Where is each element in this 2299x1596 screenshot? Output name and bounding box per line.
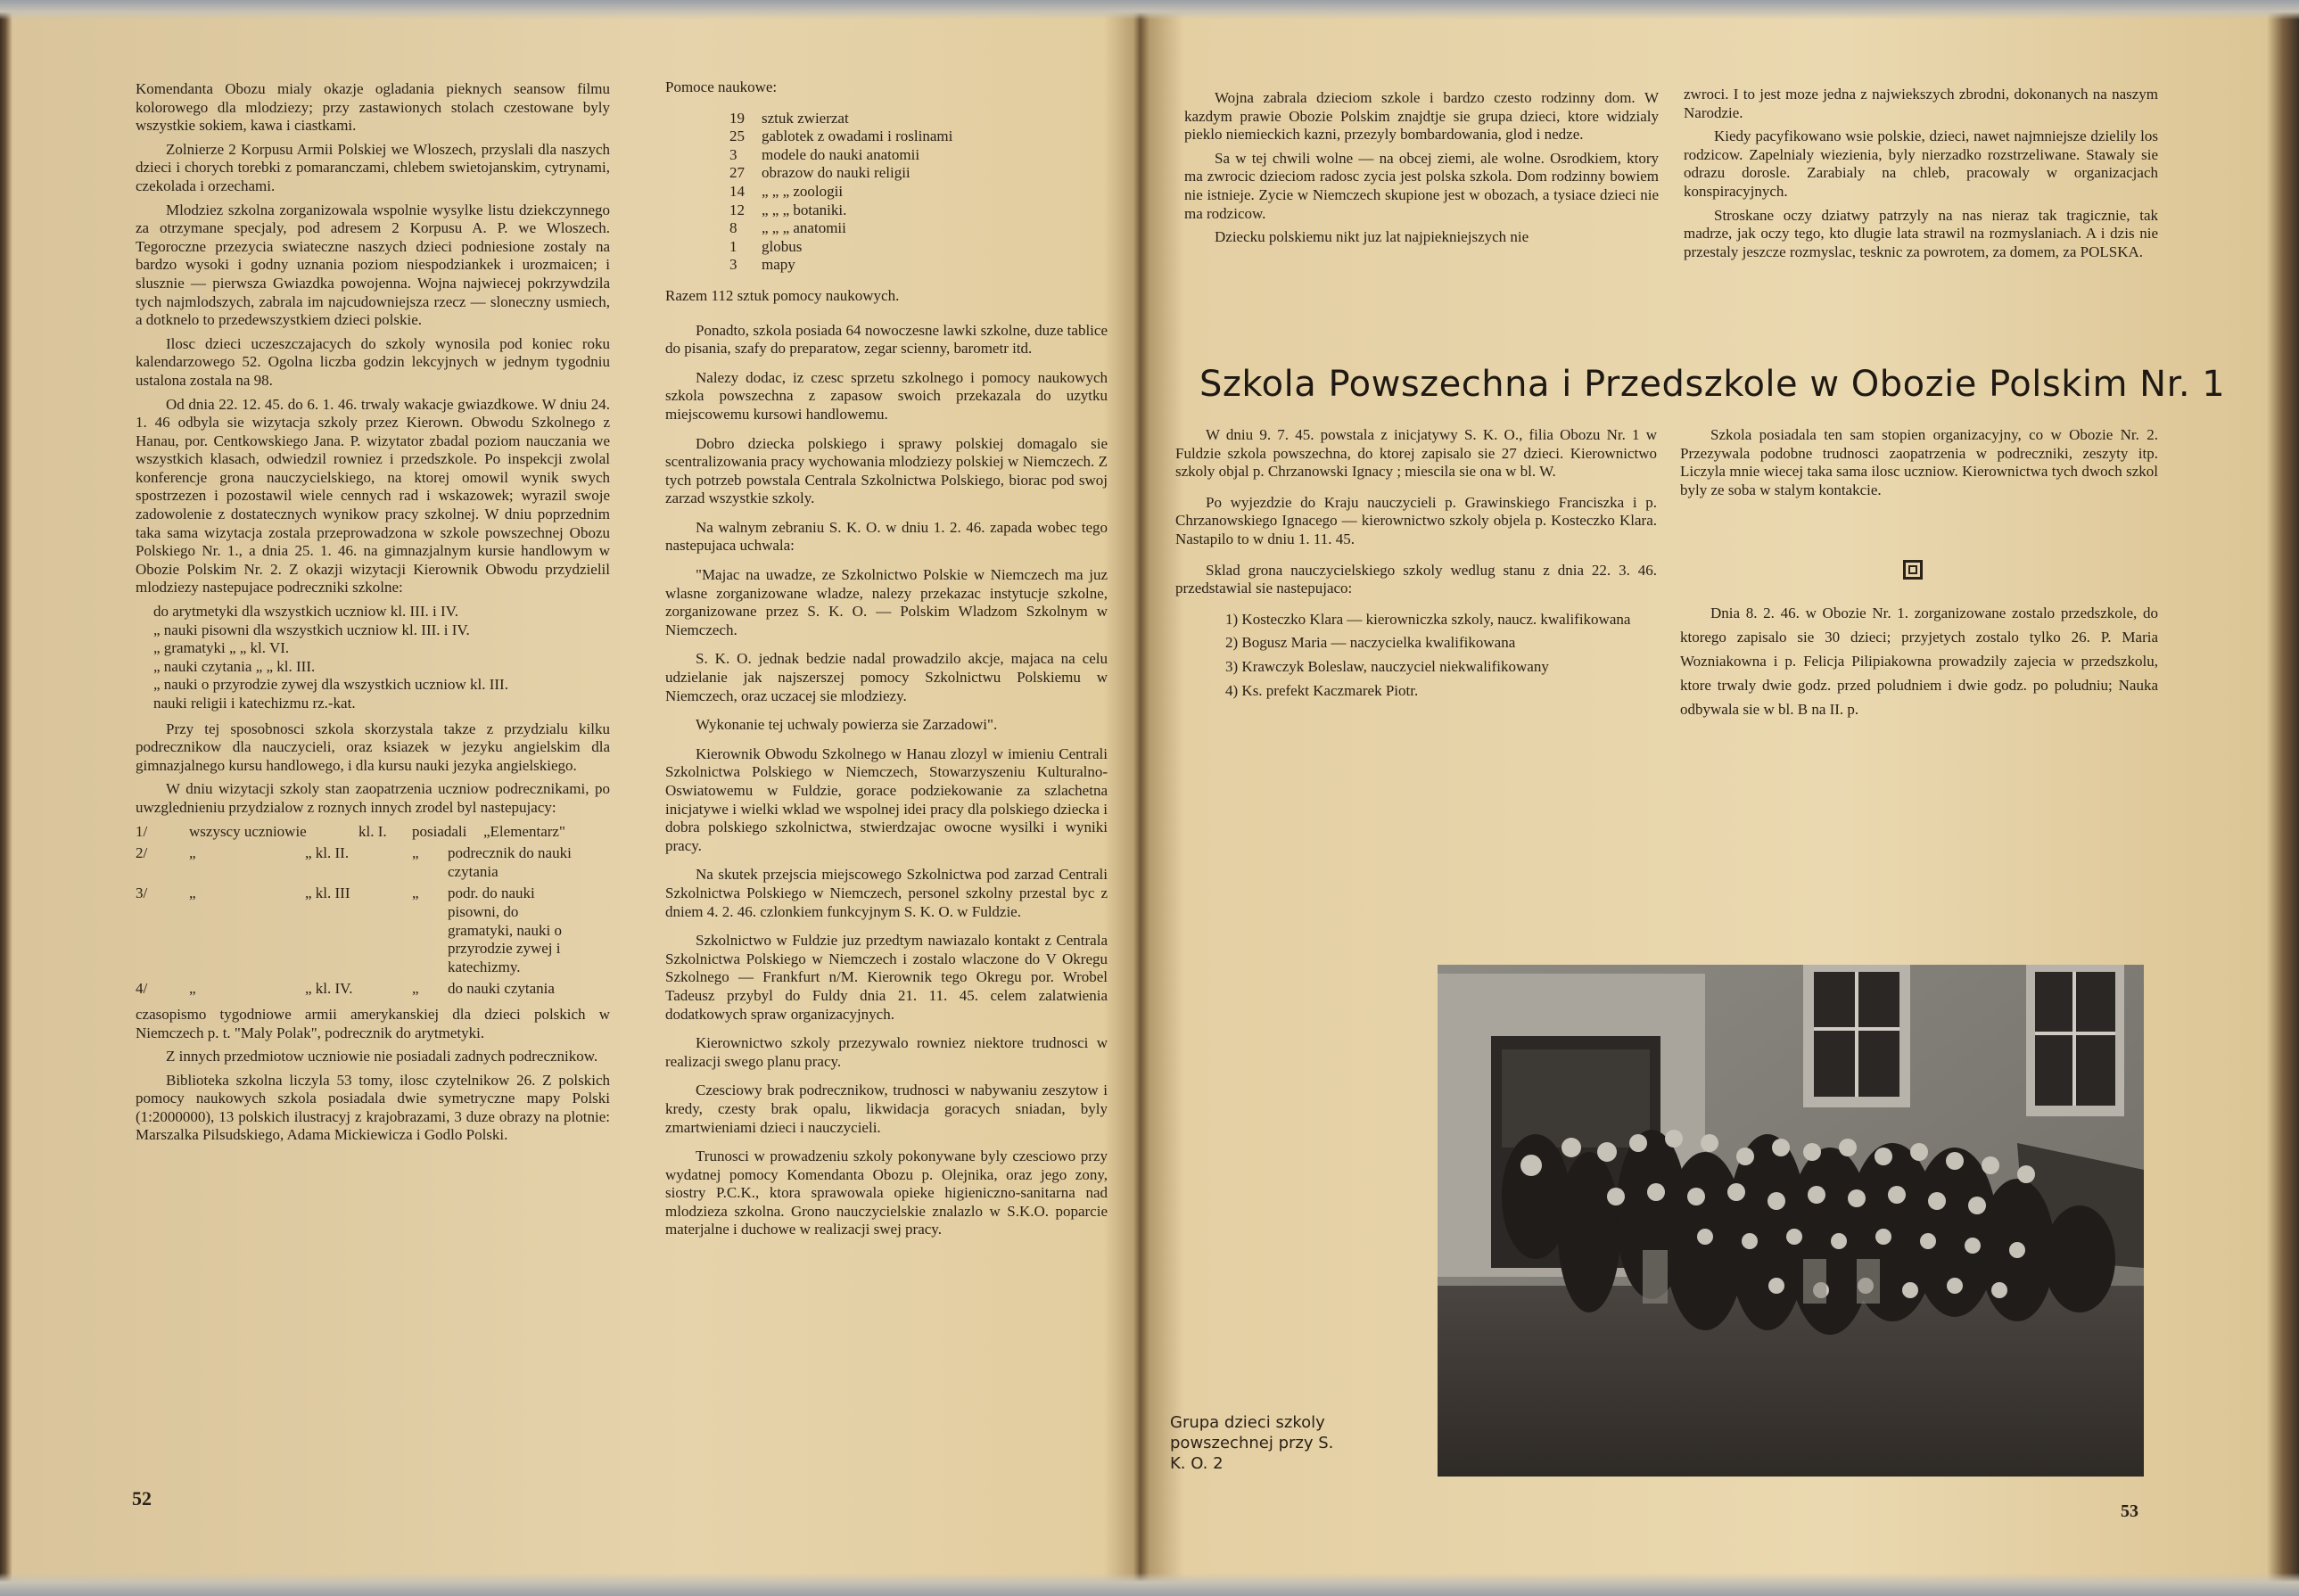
quote-paragraph: "Majac na uwadze, ze Szkolnictwo Polskie w Niemczech ma juz wlasne zorganizowane wladze, nalezy przekazac instytucje szkolne, zorganizowane przez S. K. O. — Polskim Wladzom Szkolnym w Niemczech. xyxy=(665,566,1108,638)
item-count: 8 xyxy=(729,219,737,237)
ornament-icon xyxy=(1903,560,1923,580)
list-item: 1) Kosteczko Klara — kierowniczka szkoly, naucz. kwalifikowana xyxy=(1225,610,1631,628)
paragraph: Ponadto, szkola posiada 64 nowoczesne lawki szkolne, duze tablice do pisania, szafy do preparatow, zegar scienny, barometr itd. xyxy=(665,321,1108,358)
staff-list xyxy=(1175,611,1657,700)
table-cell: posiadali xyxy=(412,822,467,840)
paragraph: Z innych przedmiotow uczniowie nie posiadali zadnych podrecznikow. xyxy=(166,1048,598,1065)
paragraph: Zolnierze 2 Korpusu Armii Polskiej we Wloszech, przyslali dla naszych dzieci i chorych torebki z pomaranczami, chlebem swietojanskim, cytrynami, czekolada i orzechami. xyxy=(136,140,610,194)
table-cell: „ xyxy=(189,844,196,862)
quote-paragraph: Wykonanie tej uchwaly powierza sie Zarzadowi". xyxy=(696,716,998,734)
paragraph: Sklad grona nauczycielskiego szkoly wedlug stanu z dnia 22. 3. 46. przedstawial sie nastepujaco: xyxy=(1175,561,1657,597)
item-label: globus xyxy=(762,237,803,255)
paragraph: Szkolnictwo w Fuldzie juz przedtym nawiazalo kontakt z Centrala Szkolnictwa Polskiego w Niemczech i zostalo wlaczone do V Okregu Szkolnego — Frankfurt n/M. Kierownik tego Okregu por. Wrobel Tadeusz przybyl do Fuldy dnia 21. 11. 45. celem zalatwienia dodatkowych spraw organizacyjnych. xyxy=(665,932,1108,1023)
scan-edge-bottom xyxy=(0,1573,2299,1596)
table-cell: „ kl. II. xyxy=(305,844,350,862)
list-item xyxy=(729,238,1108,257)
supply-table xyxy=(136,823,610,999)
table-row xyxy=(136,884,610,976)
table-cell: podr. do nauki pisowni, do gramatyki, nauki o przyrodzie zywej i katechizmy. xyxy=(448,884,562,975)
paragraph: Sa w tej chwili wolne — na obcej ziemi, ale wolne. Osrodkiem, ktory ma zwrocic dzieciom radosc zycia jest polska szkola. Dom rodzinny bowiem nie istnieje. Zycie w Niemczech skupione jest w obozach, a tysiace dzieci nie ma rodzicow. xyxy=(1184,149,1659,222)
item-count: 25 xyxy=(729,128,745,145)
list-item: „ nauki pisowni dla wszystkich uczniow kl. III. i IV. xyxy=(153,621,470,638)
list-item: do arytmetyki dla wszystkich uczniow kl. III. i IV. xyxy=(153,603,458,621)
section-heading: Pomoce naukowe: xyxy=(665,78,778,95)
left-column-2 xyxy=(665,78,1108,1245)
photo-caption: Grupa dzieci szkoly powszechnej przy S. K. O. 2 xyxy=(1170,1413,1334,1473)
paragraph: Kiedy pacyfikowano wsie polskie, dzieci, nawet najmniejsze dzielily los rodzicow. Zapelnialy wiezienia, byly nierzadko rozstrzeliwane. Stawaly sie odrazu dorosle. Zarabialy na chleb, pracowaly w organizacjach konspiracyjnych. xyxy=(1684,128,2158,200)
paragraph: Szkola posiadala ten sam stopien organizacyjny, co w Obozie Nr. 2. Przezywala podobne trudnosci zaopatrzenia w podreczniki, zeszyty itp. Liczyla mnie wiecej taka sama ilosc uczniow. Kierownictwa tych dwoch szkol byly ze soba w stalym kontakcie. xyxy=(1680,426,2158,498)
item-count: 27 xyxy=(729,164,745,182)
table-cell: „ xyxy=(412,980,419,998)
paragraph: Mlodziez szkolna zorganizowala wspolnie wysylke listu dziekczynnego za otrzymane specjaly, pod adresem 2 Korpusu A. P. we Wloszech. Tegoroczne przezycia swiateczne naszych dzieci podniesione zostaly na bardzo wysoki i godny uznania poziom niespodziankek i urozmaicen; i slusznie — pierwsza Gwiazdka powojenna. Wojna najwiecej pokrzywdzila tych najmlodszych, zabrala im najcudowniejsza rzecz — sloneczny usmiech, a dotknelo to przedewszystkiem dzieci polskie. xyxy=(136,201,610,329)
paragraph: Komendanta Obozu mialy okazje ogladania pieknych seansow filmu kolorowego dla mlodziezy; przy zastawionych stolach czestowane byly wszystkie sokiem, kawa i ciastkami. xyxy=(136,80,610,135)
table-row xyxy=(136,823,610,842)
list-item: nauki religii i katechizmu rz.-kat. xyxy=(153,695,356,712)
item-count: 19 xyxy=(729,109,745,127)
table-cell: „ kl. III xyxy=(305,884,350,902)
paragraph: Na skutek przejscia miejscowego Szkolnictwa pod zarzad Centrali Szkolnictwa Polskiego w Niemczech, personel szkolny przestal byc z dniem 4. 2. 46. czlonkiem funkcyjnym S. K. O. w Fuldzie. xyxy=(665,866,1108,920)
paragraph: W dniu wizytacji szkoly stan zaopatrzenia uczniow podrecznikami, po uwzglednieniu przydzialow z roznych innych zrodel byl nastepujacy: xyxy=(136,780,610,816)
item-label: obrazow do nauki religii xyxy=(762,164,911,182)
paragraph: czasopismo tygodniowe armii amerykanskiej dla dzieci polskich w Niemczech p. t. "Maly Polak", podrecznik do arytmetyki. xyxy=(136,1005,610,1041)
list-item xyxy=(729,164,1108,183)
table-cell: „ xyxy=(412,844,419,862)
item-count: 14 xyxy=(729,182,745,200)
list-item: 3) Krawczyk Boleslaw, nauczyciel niekwalifikowany xyxy=(1225,657,1549,675)
table-cell: podrecznik do nauki czytania xyxy=(448,844,572,880)
article-title: Szkola Powszechna i Przedszkole w Obozie Polskim Nr. 1 xyxy=(1199,364,2226,405)
list-item: 4) Ks. prefekt Kaczmarek Piotr. xyxy=(1225,681,1419,699)
right-top-column-1 xyxy=(1184,89,1659,252)
item-count: 3 xyxy=(729,145,737,163)
quote-paragraph: S. K. O. jednak bedzie nadal prowadzilo akcje, majaca na celu udzielanie jak najszerszej pomocy Szkolnictwu Polskiemu w Niemczech, oraz uczacej sie mlodziezy. xyxy=(665,650,1108,704)
list-item xyxy=(729,128,1108,146)
table-cell: „ xyxy=(412,884,419,902)
item-count: 3 xyxy=(729,256,737,274)
table-cell: 2/ xyxy=(136,844,148,862)
item-label: sztuk zwierzat xyxy=(762,109,849,127)
paragraph: Dziecku polskiemu nikt juz lat najpiekniejszych nie xyxy=(1215,228,1529,246)
list-item: „ nauki o przyrodzie zywej dla wszystkich uczniow kl. III. xyxy=(153,676,508,694)
paragraph: W dniu 9. 7. 45. powstala z inicjatywy S. K. O., filia Obozu Nr. 1 w Fuldzie szkola powszechna, do ktorej zapisalo sie 27 dzieci. Kierownictwo szkoly objal p. Chrzanowski Ignacy ; miescila sie ona w bl. W. xyxy=(1175,426,1657,481)
paragraph: Stroskane oczy dziatwy patrzyly na nas nieraz tak tragicznie, tak madrze, jak oczy tego, kto dlugie lata strawil na rozmyslaniach. A i dzis nie przestaly jeszcze rozmyslac, tesknic za powrotem, za domem, za POLSKA. xyxy=(1684,206,2158,260)
paragraph: Biblioteka szkolna liczyla 53 tomy, ilosc czytelnikow 26. Z polskich pomocy naukowych szkola posiadala dwie symetryczne mapy Polski (1:2000000), 13 polskich ilustracyj z krajobrazami, 3 duze obrazy na plotnie: Marszalka Pilsudskiego, Adama Mickiewicza i Godlo Polski. xyxy=(136,1071,610,1144)
paragraph: Razem 112 sztuk pomocy naukowych. xyxy=(665,286,900,304)
table-cell: „ kl. IV. xyxy=(305,980,353,998)
item-label: mapy xyxy=(762,256,795,274)
table-cell: 3/ xyxy=(136,884,148,902)
item-count: 1 xyxy=(729,237,737,255)
page-number-right: 53 xyxy=(2121,1501,2138,1521)
list-item: „ nauki czytania „ „ kl. III. xyxy=(153,657,316,675)
list-item xyxy=(729,146,1108,165)
right-top-column-2 xyxy=(1684,86,2158,267)
paragraph: Nalezy dodac, iz czesc sprzetu szkolnego i pomocy naukowych szkola powszechna z zapasow swoich przekazala do uzytku miejscowemu kursowi handlowemu. xyxy=(665,368,1108,423)
table-cell: do nauki czytania xyxy=(448,980,555,998)
list-item xyxy=(729,202,1108,220)
list-item xyxy=(729,110,1108,128)
right-mid-column-1 xyxy=(1175,426,1657,700)
paragraph: Ilosc dzieci uczeszczajacych do szkoly wynosila pod koniec roku kalendarzowego 52. Ogolna liczba godzin lekcyjnych w jednym tygodniu ustalona zostala na 98. xyxy=(136,334,610,389)
teaching-aids-list xyxy=(665,110,1108,275)
paragraph: Czesciowy brak podrecznikow, trudnosci w nabywaniu zeszytow i kredy, czesty brak opalu, likwidacja goracych sniadan, byly zmartwieniami dzieci i nauczycieli. xyxy=(665,1082,1108,1136)
paragraph: Na walnym zebraniu S. K. O. w dniu 1. 2. 46. zapada wobec tego nastepujaca uchwala: xyxy=(665,518,1108,555)
item-label: „ „ „ botaniki. xyxy=(762,201,847,218)
table-cell: wszyscy uczniowie xyxy=(189,822,307,840)
paragraph: Od dnia 22. 12. 45. do 6. 1. 46. trwaly wakacje gwiazdkowe. W dniu 24. 1. 46 odbyla sie wizytacja szkoly przez Kierown. Obwodu Szkolnego z Hanau, por. Centkowskiego Jana. P. wizytator zbadal poziom nauczania we wszystkich klasach, odwiedzil rowniez i przedszkole. Po inspekcji zwolal konferencje grona nauczycielskiego, na ktorej omowil wynik swych spostrzezen i pozostawil wiele cennych rad i wskazowek; wyrazil swoje zadowolenie z dostatecznych wynikow pracy szkolnej. W dniu poprzednim taka sama wizytacja zostala przeprowadzona w szkole powszechnej Obozu Polskiego Nr. 1., a dnia 25. 1. 46. na gimnazjalnym kursie handlowym w Obozie Polskim Nr. 2. Z okazji wizytacji Kierownik Obwodu przydzielil mlodziezy nastepujace podreczniki szkolne: xyxy=(136,395,610,596)
paragraph: Wojna zabrala dzieciom szkole i bardzo czesto rodzinny dom. W kazdym prawie Obozie Polskim znajdtje sie grupa dzieci, ktore widzialy pieklo niemieckich kazni, przezyly bombardowania, glod i nedze. xyxy=(1184,89,1659,144)
scan-edge-top xyxy=(0,0,2299,20)
table-row xyxy=(136,844,610,881)
paragraph: zwroci. I to jest moze jedna z najwiekszych zbrodni, dokonanych na naszym Narodzie. xyxy=(1684,86,2158,121)
paragraph: Dobro dziecka polskiego i sprawy polskiej domagalo sie scentralizowania pracy wychowania mlodziezy polskiej w Niemczech. Z tych potrzeb powstala Centrala Szkolnictwa Polskiego, biorac pod swoj zarzad wszystkie szkoly. xyxy=(665,434,1108,507)
books-list xyxy=(136,603,610,713)
photo-illustration xyxy=(1438,965,2144,1477)
left-column-1 xyxy=(136,80,610,1150)
table-cell: kl. I. xyxy=(358,822,387,840)
group-photo xyxy=(1438,965,2144,1477)
item-label: „ „ „ anatomii xyxy=(762,219,846,237)
table-row xyxy=(136,980,610,999)
table-cell: „ xyxy=(189,884,196,902)
item-label: „ „ „ zoologii xyxy=(762,182,844,200)
list-item: 2) Bogusz Maria — naczycielka kwalifikowana xyxy=(1225,634,1516,652)
paragraph: Kierownictwo szkoly przezywalo rowniez niektore trudnosci w realizacji swego planu pracy. xyxy=(665,1034,1108,1070)
paragraph: Przy tej sposobnosci szkola skorzystala takze z przydzialu kilku podrecznikow dla nauczycieli, oraz ksiazek w jezyku angielskim dla gimnazjalnego kursu handlowego, i dla kursu nauki jezyka angielskiego. xyxy=(136,720,610,774)
table-cell: 4/ xyxy=(136,980,148,998)
paragraph: Po wyjezdzie do Kraju nauczycieli p. Grawinskiego Franciszka i p. Chrzanowskiego Ignacego — kierownictwo szkoly objela p. Kosteczko Klara. Nastapilo to w dniu 1. 11. 45. xyxy=(1175,493,1657,547)
table-cell: „ xyxy=(189,980,196,998)
list-item xyxy=(729,256,1108,275)
paragraph: Kierownik Obwodu Szkolnego w Hanau zlozyl w imieniu Centrali Szkolnictwa Polskiego w Niemczech, Stowarzyszeniu Kulturalno-Oswiatowemu w Fuldzie, gorace podziekowanie za szlachetna inicjatywe i wielki wklad we wspolnej idei pracy dla polskiego dziecka i dobra polskiego szkolnictwa, stwierdzajac owocne wysilki i wyniki pracy. xyxy=(665,745,1108,854)
list-item xyxy=(729,219,1108,238)
item-label: modele do nauki anatomii xyxy=(762,145,920,163)
paragraph: Dnia 8. 2. 46. w Obozie Nr. 1. zorganizowane zostalo przedszkole, do ktorego zapisalo sie 30 dzieci; przyjetych zostalo tylko 26. P. Maria Wozniakowna i p. Felicja Pilipiakowna prowadzily zajecia w przedszkolu, ktore trwaly dwie godz. przed poludniem i dwie godz. po poludniu; Nauka odbywala sie w bl. B na II. p. xyxy=(1680,605,2158,719)
list-item xyxy=(729,183,1108,202)
item-count: 12 xyxy=(729,201,745,218)
paragraph: Trunosci w prowadzeniu szkoly pokonywane byly czesciowo przy wydatnej pomocy Komendanta Obozu p. Olejnika, oraz jego zony, siostry P.C.K., ktora sprawowala opieke higieniczno-sanitarna nad mlodzieza szkolna. Grono nauczycielskie znalazlo w S.K.O. poparcie materjalne i duchowe w realizacji swej pracy. xyxy=(665,1148,1108,1238)
item-label: gablotek z owadami i roslinami xyxy=(762,128,953,145)
table-cell: „Elementarz" xyxy=(483,822,565,840)
table-cell: 1/ xyxy=(136,822,148,840)
list-item: „ gramatyki „ „ kl. VI. xyxy=(153,639,290,657)
page-number-left: 52 xyxy=(132,1487,152,1510)
